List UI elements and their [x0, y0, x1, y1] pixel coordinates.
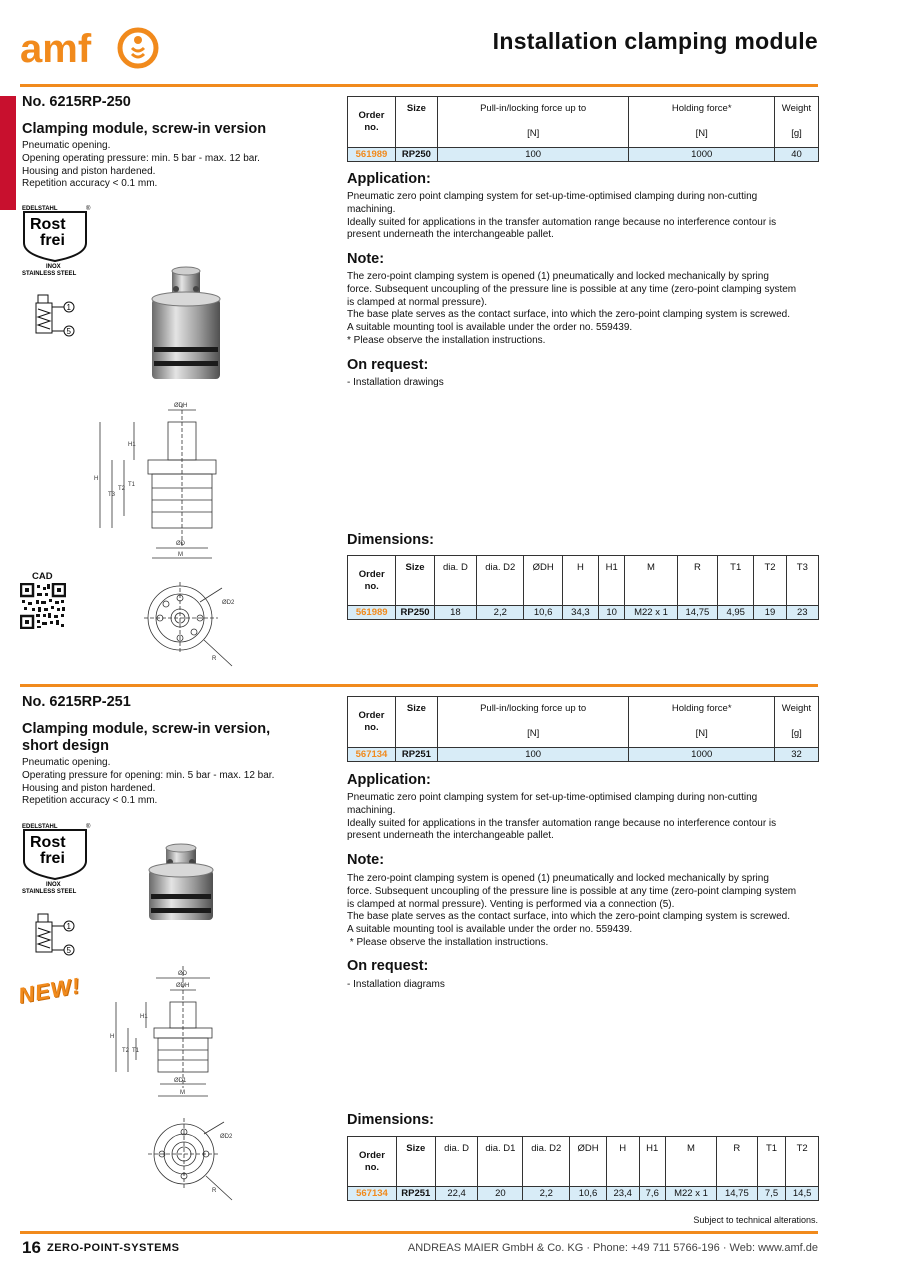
- dimensions-heading: Dimensions:: [347, 1112, 435, 1128]
- pneumatic-symbol-icon: [34, 912, 78, 956]
- svg-text:M: M: [180, 1090, 185, 1096]
- note-text: The zero-point clamping system is opened (1) pneumatically and locked mechanically by spring force. Subsequent uncoupling of the pressure line is possible at any time (zero-point clamping system is clamped at normal pressure). Venting is performed via a connection (5). The base plate serves as the contact surface, into which the zero-point clamping system is screwed. A suitable mounting tool is available under the order no. 559439. * Please observe the installation instructions.: [347, 873, 797, 948]
- product-description: Pneumatic opening. Opening operating pressure: min. 5 bar - max. 12 bar. Housing and piston hardened. Repetition accuracy < 0.1 mm.: [22, 140, 260, 190]
- on-request-text: - Installation drawings: [347, 377, 444, 388]
- svg-text:ØD: ØD: [176, 541, 185, 547]
- note-heading: Note:: [347, 852, 385, 868]
- application-text: Pneumatic zero point clamping system for set-up-time-optimised clamping during non-cutting machining. Ideally suited for applications in the transfer automation range because no interference contour is present underneath the interchangeable pallet.: [347, 191, 777, 241]
- svg-text:5: 5: [66, 946, 71, 955]
- svg-text:EDELSTAHL: EDELSTAHL: [22, 824, 58, 830]
- svg-text:1: 1: [66, 922, 71, 931]
- section-name: ZERO-POINT-SYSTEMS: [47, 1242, 180, 1254]
- svg-text:ØD1: ØD1: [174, 1078, 187, 1084]
- technical-drawing-top: [142, 578, 242, 676]
- svg-text:Rost: Rost: [30, 216, 66, 233]
- table-row: 561989 RP250 100 1000 40: [348, 148, 819, 162]
- svg-text:®: ®: [86, 206, 91, 212]
- svg-text:ØD: ØD: [178, 971, 187, 977]
- svg-text:T2: T2: [122, 1048, 130, 1054]
- svg-text:frei: frei: [40, 232, 65, 249]
- svg-text:R: R: [212, 1188, 217, 1194]
- svg-text:H1: H1: [140, 1014, 148, 1020]
- qr-code-icon[interactable]: [20, 583, 66, 629]
- svg-text:T3: T3: [108, 492, 116, 498]
- product-number: No. 6215RP-250: [22, 94, 131, 110]
- col-order-no: Order no.: [348, 97, 396, 148]
- svg-text:®: ®: [86, 824, 91, 830]
- technical-drawing-side: [88, 396, 238, 562]
- section-divider: [20, 684, 818, 687]
- application-heading: Application:: [347, 171, 431, 187]
- table-row: 567134 RP251 100 1000 32: [348, 748, 819, 762]
- svg-text:ØDH: ØDH: [176, 983, 190, 989]
- product-photo: [146, 842, 216, 928]
- note-text: The zero-point clamping system is opened (1) pneumatically and locked mechanically by spring force. Subsequent uncoupling of the pressure line is possible at any time (zero-point clamping system is clamped at normal pressure). The base plate serves as the contact surface, into which the zero-point clamping system is screwed. A suitable mounting tool is available under the order no. 559439. * Please observe the installation instructions.: [347, 271, 797, 346]
- svg-text:amf: amf: [20, 27, 92, 71]
- table-row: 561989 RP250 18 2,2 10,6 34,3 10 M22 x 1 14,75 4,95 19 23: [348, 606, 819, 620]
- svg-text:5: 5: [66, 327, 71, 336]
- dimensions-heading: Dimensions:: [347, 532, 435, 548]
- svg-text:H: H: [110, 1034, 115, 1040]
- on-request-heading: On request:: [347, 958, 429, 974]
- on-request-heading: On request:: [347, 357, 429, 373]
- note-heading: Note:: [347, 251, 385, 267]
- svg-text:INOX: INOX: [46, 882, 61, 888]
- svg-text:T1: T1: [128, 482, 136, 488]
- svg-text:R: R: [212, 656, 217, 662]
- red-tab: [0, 96, 16, 210]
- svg-text:ØD2: ØD2: [222, 600, 235, 606]
- svg-text:ØDH: ØDH: [174, 403, 188, 409]
- product-name: Clamping module, screw-in version, short design: [22, 721, 271, 754]
- svg-text:EDELSTAHL: EDELSTAHL: [22, 206, 58, 212]
- table-row: 567134 RP251 22,4 20 2,2 10,6 23,4 7,6 M22 x 1 14,75 7,5 14,5: [348, 1187, 819, 1201]
- spec-table: Order no. Size Pull-in/locking force up to [N] Holding force* [N] Weight [g] 561989 RP250 100 1000 40: [347, 96, 819, 162]
- svg-text:Rost: Rost: [30, 834, 66, 851]
- dimensions-table: Order no. Size dia. D dia. D2 ØDH H H1 M R T1 T2 T3 561989 RP250 18 2,2 10,6 34,3 10 M22 x 1 14,75 4,95 19 23: [347, 555, 819, 620]
- pneumatic-symbol-icon: [34, 293, 78, 337]
- spec-table: Order no. Size Pull-in/locking force up to [N] Holding force* [N] Weight [g] 567134 RP251 100 1000 32: [347, 696, 819, 762]
- on-request-text: - Installation diagrams: [347, 979, 445, 990]
- product-photo: [146, 265, 226, 385]
- footer-divider: [20, 1231, 818, 1234]
- svg-text:H: H: [94, 476, 99, 482]
- contact-info: ANDREAS MAIER GmbH & Co. KG · Phone: +49 711 5766-196 · Web: www.amf.de: [407, 1242, 818, 1254]
- svg-text:STAINLESS STEEL: STAINLESS STEEL: [22, 271, 77, 275]
- rostfrei-stainless-icon: [20, 821, 96, 893]
- application-heading: Application:: [347, 772, 431, 788]
- technical-drawing-side: [104, 964, 228, 1098]
- svg-text:frei: frei: [40, 850, 65, 867]
- svg-text:M: M: [178, 552, 183, 558]
- rostfrei-stainless-icon: [20, 203, 96, 275]
- svg-text:1: 1: [66, 303, 71, 312]
- header-divider: [20, 84, 818, 87]
- dimensions-table: Order no. Size dia. D dia. D1 dia. D2 ØDH H H1 M R T1 T2 567134 RP251 22,4 20 2,2 10,6 23,4 7,6 M22 x 1 14,75 7,5 14,5: [347, 1136, 819, 1201]
- amf-logo: [20, 24, 160, 72]
- svg-text:ØD2: ØD2: [220, 1134, 233, 1140]
- svg-text:T2: T2: [118, 486, 126, 492]
- svg-text:INOX: INOX: [46, 264, 61, 270]
- technical-drawing-top: [142, 1112, 242, 1208]
- application-text: Pneumatic zero point clamping system for set-up-time-optimised clamping during non-cutting machining. Ideally suited for applications in the transfer automation range because no interference contour is present underneath the interchangeable pallet.: [347, 792, 777, 842]
- page-number: 16: [22, 1238, 41, 1257]
- svg-text:T1: T1: [132, 1048, 140, 1054]
- svg-text:H1: H1: [128, 442, 136, 448]
- product-number: No. 6215RP-251: [22, 694, 131, 710]
- page-title: Installation clamping module: [492, 28, 818, 54]
- subject-to-alterations: Subject to technical alterations.: [693, 1215, 818, 1225]
- product-description: Pneumatic opening. Operating pressure for opening: min. 5 bar - max. 12 bar. Housing and piston hardened. Repetition accuracy < 0.1 mm.: [22, 757, 275, 807]
- product-name: Clamping module, screw-in version: [22, 121, 267, 137]
- new-badge: NEW!: [16, 972, 83, 1009]
- cad-label: CAD: [32, 571, 53, 582]
- svg-text:STAINLESS STEEL: STAINLESS STEEL: [22, 889, 77, 893]
